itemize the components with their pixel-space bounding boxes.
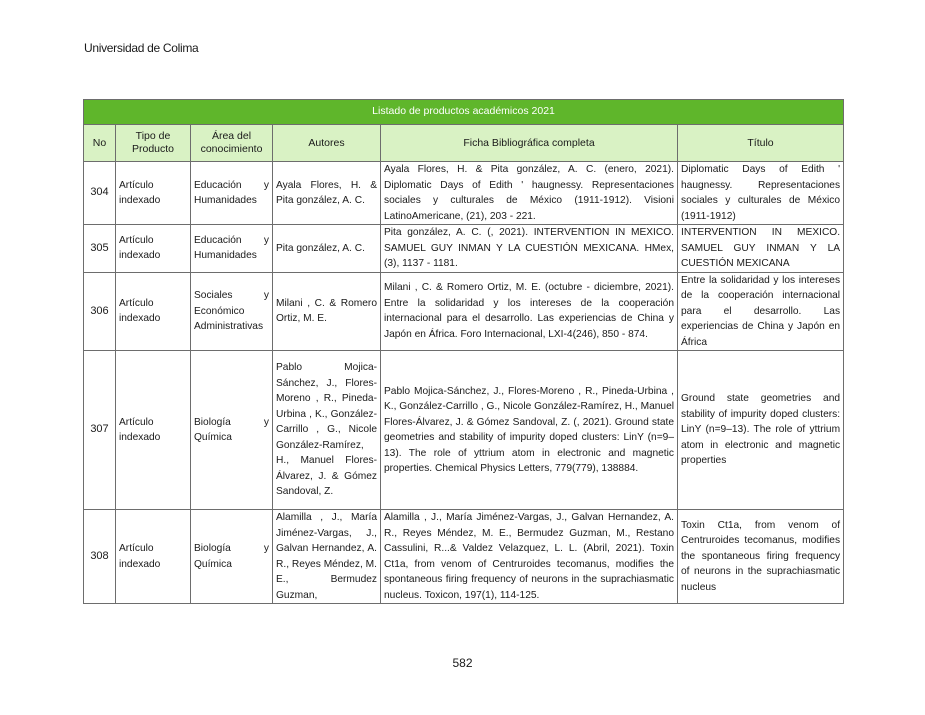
- bibliographic-record: Pablo Mojica-Sánchez, J., Flores-Moreno , R., Pineda-Urbina , K., González-Carrillo , G., Nicole González-Ramírez, H., Manuel Flores-Álvarez, J. & Gómez Sandoval, Z. (, 2021). Ground state geometries and stability of impurity doped clusters: LinY (n=9–13). The role of yttrium atom in electronic and magnetic properties. Chemical Physics Letters, 779(779), 138884.: [381, 351, 678, 510]
- knowledge-area: Educación y Humanidades: [191, 162, 273, 225]
- knowledge-area: Educación y Humanidades: [191, 225, 273, 273]
- row-number: 308: [84, 510, 116, 604]
- table-title: Listado de productos académicos 2021: [84, 100, 844, 125]
- column-header-no: No: [84, 125, 116, 162]
- page-header: Universidad de Colima: [84, 41, 199, 55]
- authors: Ayala Flores, H. & Pita gonzález, A. C.: [273, 162, 381, 225]
- column-header-autores: Autores: [273, 125, 381, 162]
- bibliographic-record: Ayala Flores, H. & Pita gonzález, A. C. (enero, 2021). Diplomatic Days of Edith ' haugnessy. Representaciones sociales y culturales de México (1911-1912). Visioni LatinoAmericane, (21), 203 - 221.: [381, 162, 678, 225]
- product-type: Artículo indexado: [116, 272, 191, 351]
- knowledge-area: Biología y Química: [191, 510, 273, 604]
- column-header-area: Área del conocimiento: [191, 125, 273, 162]
- product-type: Artículo indexado: [116, 510, 191, 604]
- row-number: 304: [84, 162, 116, 225]
- article-title: Diplomatic Days of Edith ' haugnessy. Representaciones sociales y culturales de México (1911-1912): [678, 162, 844, 225]
- table-row: [84, 162, 844, 225]
- column-header-tipo: Tipo de Producto: [116, 125, 191, 162]
- column-header-ficha: Ficha Bibliográfica completa: [381, 125, 678, 162]
- bibliographic-record: Milani , C. & Romero Ortiz, M. E. (octubre - diciembre, 2021). Entre la solidaridad y los intereses de la cooperación internacional para el desarrollo. Las experiencias de China y Japón en África. Foro Internacional, LXI-4(246), 850 - 874.: [381, 272, 678, 351]
- row-number: 306: [84, 272, 116, 351]
- table-row: [84, 272, 844, 351]
- bibliographic-record: Alamilla , J., María Jiménez-Vargas, J., Galvan Hernandez, A. R., Reyes Méndez, M. E., Bermudez Guzman, M., Restano Cassulini, R...& Valdez Velazquez, L. L. (Abril, 2021). Toxin Ct1a, from venom of Centruroides tecomanus, modifies the spontaneous firing frequency of neurons in the suprachiasmatic nucleus. Toxicon, 197(1), 114-125.: [381, 510, 678, 604]
- table-row: [84, 510, 844, 604]
- authors: Pablo Mojica-Sánchez, J., Flores-Moreno , R., Pineda-Urbina , K., González-Carrillo , G., Nicole González-Ramírez, H., Manuel Flores-Álvarez, J. & Gómez Sandoval, Z.: [273, 351, 381, 510]
- authors: Alamilla , J., María Jiménez-Vargas, J., Galvan Hernandez, A. R., Reyes Méndez, M. E., Bermudez Guzman,: [273, 510, 381, 604]
- product-type: Artículo indexado: [116, 351, 191, 510]
- bibliographic-record: Pita gonzález, A. C. (, 2021). INTERVENTION IN MEXICO. SAMUEL GUY INMAN Y LA CUESTIÓN MEXICANA. HMex, (3), 1137 - 1181.: [381, 225, 678, 273]
- products-table: [83, 99, 844, 604]
- authors: Milani , C. & Romero Ortiz, M. E.: [273, 272, 381, 351]
- article-title: INTERVENTION IN MEXICO. SAMUEL GUY INMAN Y LA CUESTIÓN MEXICANA: [678, 225, 844, 273]
- table-row: [84, 225, 844, 273]
- row-number: 305: [84, 225, 116, 273]
- authors: Pita gonzález, A. C.: [273, 225, 381, 273]
- article-title: Entre la solidaridad y los intereses de la cooperación internacional para el desarrollo. Las experiencias de China y Japón en África: [678, 272, 844, 351]
- article-title: Ground state geometries and stability of impurity doped clusters: LinY (n=9–13). The role of yttrium atom in electronic and magnetic properties: [678, 351, 844, 510]
- article-title: Toxin Ct1a, from venom of Centruroides tecomanus, modifies the spontaneous firing frequency of neurons in the suprachiasmatic nucleus: [678, 510, 844, 604]
- product-type: Artículo indexado: [116, 162, 191, 225]
- column-header-titulo: Título: [678, 125, 844, 162]
- page-number: 582: [452, 656, 473, 670]
- table-row: [84, 351, 844, 510]
- row-number: 307: [84, 351, 116, 510]
- knowledge-area: Biología y Química: [191, 351, 273, 510]
- product-type: Artículo indexado: [116, 225, 191, 273]
- knowledge-area: Sociales y Económico Administrativas: [191, 272, 273, 351]
